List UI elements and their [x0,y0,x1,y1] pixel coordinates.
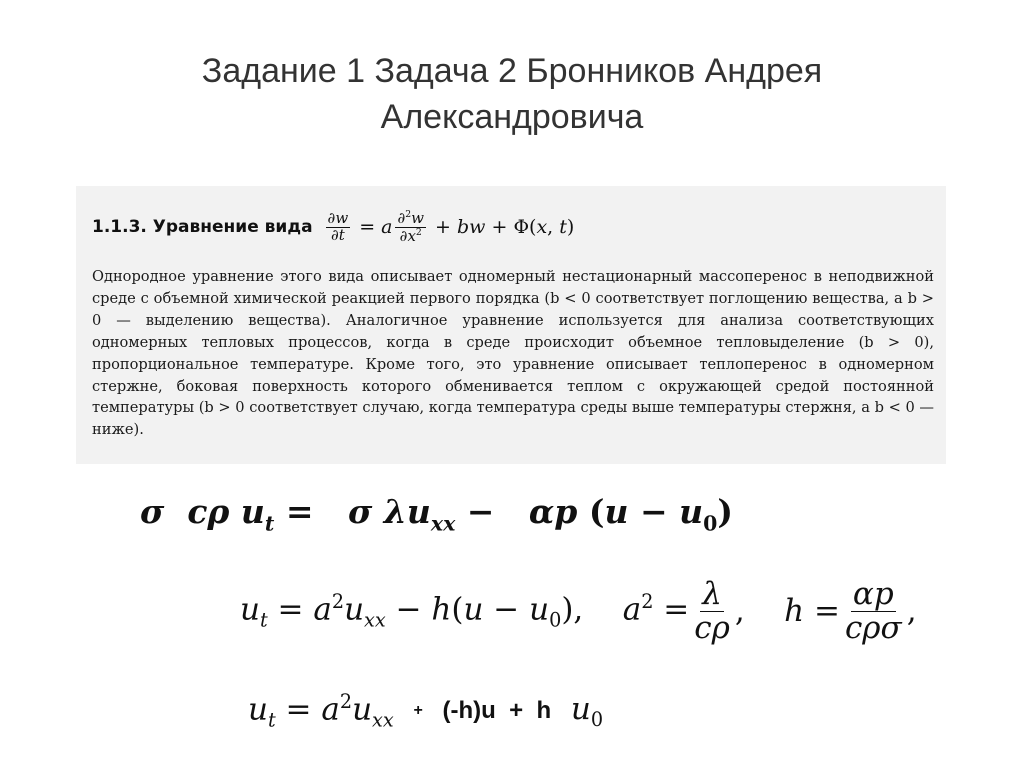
fraction-d2w-dx2: $\frac{\partial^2w}{\partial x^2}$ [397,209,425,245]
title-line-1: Задание 1 Задача 2 Бронников Андрея [201,52,823,90]
section-heading-text: 1.1.3. Уравнение вида [92,217,313,238]
section-heading [92,210,574,245]
book-excerpt [76,186,946,464]
equation-2: $u_t = a^2u_{xx} - h(u - u_0)$, $a^2$ = $\frac{\lambda}{c\rho}$ , h = $\frac{\alpha p}{\text{cρσ}}$ , [240,576,917,646]
excerpt-paragraph: Однородное уравнение этого вида описывает одномерный нестационарный массоперенос в неподвижной среде с объемной химической реакцией первого порядка (b < 0 соответствует поглощению вещества, а b > 0 — выделению вещества). Аналогичное уравнение используется для анализа соответствующих одномерных тепловых процессов, когда в среде происходит объемное тепловыделение (b > 0), пропорциональное температуре. Кроме того, это уравнение описывает теплоперенос в одномерном стержне, боковая поверхность которого обменивается теплом с окружающей средой постоянной температуры (b > 0 соответствует случаю, когда температура среды выше температуры стержня, а b < 0 — ниже). [92,268,934,439]
title-line-2: Александровича [380,98,644,136]
equation-3-plus: + [413,701,423,719]
fraction-lambda-crho: $\frac{\lambda}{c\rho}$ [694,576,730,646]
equation-3: $u_t = a^2u_{xx}$ + (-h)u + h $u_0$ [248,690,604,732]
equation-3-typed-part: (-h)u + h [442,696,552,724]
fraction-dw-dt: $\frac{\partial w}{\partial t}$ [327,209,349,244]
heading-equation: $\frac{\partial w}{\partial t}$ = a $\frac{\partial^2w}{\partial x^2}$ + bw + Φ(x, t) [327,209,575,245]
equation-1: σ cρ $u_t = \sigma$ $\lambda u_{xx} - \alpha p$ $(u - u_0)$ [140,492,733,536]
fraction-alphap-crhosigma: $\frac{\alpha p}{\text{cρσ}}$ [844,576,902,646]
slide-title [0,48,1024,140]
